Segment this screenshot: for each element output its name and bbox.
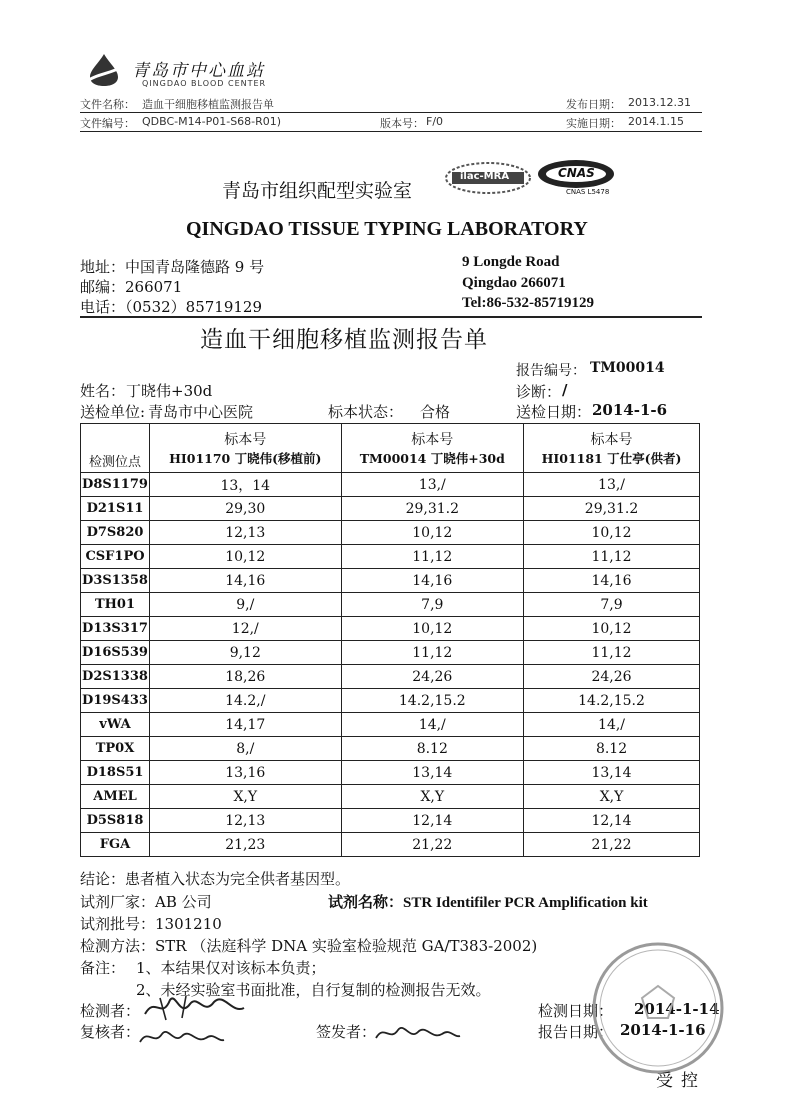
sample-header-cell bbox=[524, 424, 700, 473]
controlled-mark: 受控 bbox=[656, 1071, 706, 1091]
locus-cell: vWA bbox=[81, 713, 150, 737]
value-cell: 12,14 bbox=[341, 809, 524, 833]
value-cell: 10,12 bbox=[341, 521, 524, 545]
ilac-logo-text: ilac-MRA bbox=[460, 171, 510, 182]
specimen-state: 合格 bbox=[420, 403, 451, 421]
locus-cell: D19S433 bbox=[81, 689, 150, 713]
value-cell: 14,16 bbox=[150, 569, 342, 593]
note-1: 1、本结果仅对该标本负责； bbox=[136, 959, 326, 977]
version: F/0 bbox=[426, 115, 444, 128]
value-cell: 12,13 bbox=[150, 809, 342, 833]
divider bbox=[80, 112, 702, 113]
value-cell: X,Y bbox=[150, 785, 342, 809]
str-result-table bbox=[80, 423, 700, 857]
table-row bbox=[81, 617, 700, 641]
value-cell: 14,/ bbox=[524, 713, 700, 737]
postcode-cn: 邮编：266071 bbox=[80, 278, 183, 296]
value-cell: 14.2,/ bbox=[150, 689, 342, 713]
value-cell: 13,/ bbox=[341, 473, 524, 497]
cnas-code: CNAS L5478 bbox=[566, 188, 610, 196]
tester-label: 检测者： bbox=[80, 1002, 141, 1020]
report-title: 造血干细胞移植监测报告单 bbox=[200, 327, 488, 353]
value-cell: 7,9 bbox=[524, 593, 700, 617]
locus-cell: AMEL bbox=[81, 785, 150, 809]
value-cell: 10,12 bbox=[524, 617, 700, 641]
lab-title-cn: 青岛市组织配型实验室 bbox=[222, 180, 413, 202]
note-2: 2、未经实验室书面批准，自行复制的检测报告无效。 bbox=[136, 981, 491, 999]
value-cell: 11,12 bbox=[341, 545, 524, 569]
value-cell: 9,12 bbox=[150, 641, 342, 665]
locus-cell: TP0X bbox=[81, 737, 150, 761]
locus-cell: D8S1179 bbox=[81, 473, 150, 497]
value-cell: 21,23 bbox=[150, 833, 342, 857]
value-cell: 10,12 bbox=[524, 521, 700, 545]
table-row bbox=[81, 713, 700, 737]
locus-cell: D13S317 bbox=[81, 617, 150, 641]
tester-signature bbox=[140, 990, 250, 1024]
locus-cell: D3S1358 bbox=[81, 569, 150, 593]
value-cell: 14.2,15.2 bbox=[524, 689, 700, 713]
submit-date-label: 送检日期： bbox=[516, 403, 592, 421]
test-date-label: 检测日期： bbox=[538, 1002, 614, 1020]
submit-date: 2014-1-6 bbox=[592, 401, 668, 419]
locus-cell: D16S539 bbox=[81, 641, 150, 665]
issue-date: 2013.12.31 bbox=[628, 96, 691, 109]
ilac-logo bbox=[444, 160, 532, 196]
table-row bbox=[81, 665, 700, 689]
official-stamp bbox=[590, 940, 726, 1076]
sample-id: HI01170 丁晓伟(移植前) bbox=[169, 451, 322, 466]
issue-date-label: 发布日期： bbox=[566, 98, 621, 111]
manufacturer: 试剂厂家：AB 公司 bbox=[80, 893, 212, 911]
value-cell: 21,22 bbox=[524, 833, 700, 857]
value-cell: X,Y bbox=[524, 785, 700, 809]
sample-id: HI01181 丁仕亭(供者) bbox=[541, 451, 682, 466]
address-en-2: Qingdao 266071 bbox=[462, 275, 566, 291]
value-cell: 13,14 bbox=[341, 761, 524, 785]
phone-cn: 电话：（0532）85719129 bbox=[80, 298, 263, 316]
note-label: 备注： bbox=[80, 959, 126, 977]
value-cell: 8.12 bbox=[524, 737, 700, 761]
report-no-label: 报告编号： bbox=[516, 363, 586, 379]
effective-date: 2014.1.15 bbox=[628, 115, 684, 128]
value-cell: 14.2,15.2 bbox=[341, 689, 524, 713]
value-cell: 14,16 bbox=[341, 569, 524, 593]
table-row bbox=[81, 737, 700, 761]
value-cell: 7,9 bbox=[341, 593, 524, 617]
effective-date-label: 实施日期： bbox=[566, 117, 621, 130]
patient-name: 丁晓伟+30d bbox=[126, 382, 213, 400]
table-row bbox=[81, 545, 700, 569]
locus-header-cell bbox=[81, 424, 150, 473]
value-cell: 29,30 bbox=[150, 497, 342, 521]
locus-cell: CSF1PO bbox=[81, 545, 150, 569]
table-row bbox=[81, 593, 700, 617]
value-cell: 13，14 bbox=[150, 473, 342, 497]
table-row bbox=[81, 689, 700, 713]
table-row bbox=[81, 785, 700, 809]
sender: 青岛市中心医院 bbox=[148, 403, 254, 421]
name-label: 姓名： bbox=[80, 382, 126, 400]
value-cell: 11,12 bbox=[524, 545, 700, 569]
doc-name-label: 文件名称： bbox=[80, 98, 135, 111]
report-date: 2014-1-16 bbox=[620, 1021, 706, 1039]
table-row bbox=[81, 809, 700, 833]
value-cell: 29,31.2 bbox=[524, 497, 700, 521]
value-cell: 8,/ bbox=[150, 737, 342, 761]
locus-cell: D2S1338 bbox=[81, 665, 150, 689]
divider bbox=[80, 316, 702, 318]
reagent: 试剂名称：STR Identifiler PCR Amplification kit bbox=[328, 895, 648, 911]
sample-label: 标本号 bbox=[224, 432, 267, 448]
center-name-en: QINGDAO BLOOD CENTER bbox=[142, 79, 267, 88]
value-cell: 9,/ bbox=[150, 593, 342, 617]
sample-header-cell bbox=[341, 424, 524, 473]
value-cell: 29,31.2 bbox=[341, 497, 524, 521]
doc-name: 造血干细胞移植监测报告单 bbox=[142, 98, 274, 111]
value-cell: 10,12 bbox=[341, 617, 524, 641]
value-cell: 14,16 bbox=[524, 569, 700, 593]
lab-title-en: QINGDAO TISSUE TYPING LABORATORY bbox=[186, 218, 588, 240]
table-row bbox=[81, 521, 700, 545]
cnas-logo-text: CNAS bbox=[558, 166, 595, 180]
issuer-label: 签发者： bbox=[316, 1023, 377, 1041]
table-row bbox=[81, 497, 700, 521]
issuer-signature bbox=[372, 1018, 462, 1046]
value-cell: X,Y bbox=[341, 785, 524, 809]
value-cell: 10,12 bbox=[150, 545, 342, 569]
value-cell: 24,26 bbox=[341, 665, 524, 689]
locus-cell: FGA bbox=[81, 833, 150, 857]
doc-no: QDBC-M14-P01-S68-R01) bbox=[142, 115, 282, 128]
sample-label: 标本号 bbox=[590, 432, 633, 448]
value-cell: 11,12 bbox=[341, 641, 524, 665]
diagnosis-label: 诊断： bbox=[516, 383, 562, 401]
address-en-1: 9 Longde Road bbox=[462, 254, 560, 270]
cnas-logo bbox=[536, 156, 616, 198]
locus-header: 检测位点 bbox=[88, 455, 141, 470]
locus-cell: D18S51 bbox=[81, 761, 150, 785]
test-date: 2014-1-14 bbox=[634, 1000, 720, 1018]
locus-cell: TH01 bbox=[81, 593, 150, 617]
value-cell: 18,26 bbox=[150, 665, 342, 689]
table-row bbox=[81, 833, 700, 857]
blood-center-logo bbox=[82, 52, 126, 88]
sample-label: 标本号 bbox=[411, 432, 454, 448]
value-cell: 14,/ bbox=[341, 713, 524, 737]
value-cell: 12,/ bbox=[150, 617, 342, 641]
table-row bbox=[81, 473, 700, 497]
value-cell: 11,12 bbox=[524, 641, 700, 665]
conclusion: 结论：患者植入状态为完全供者基因型。 bbox=[80, 870, 351, 888]
table-row bbox=[81, 761, 700, 785]
table-row bbox=[81, 569, 700, 593]
locus-cell: D7S820 bbox=[81, 521, 150, 545]
locus-cell: D5S818 bbox=[81, 809, 150, 833]
batch: 试剂批号：1301210 bbox=[80, 915, 222, 933]
value-cell: 21,22 bbox=[341, 833, 524, 857]
method: 检测方法：STR （法庭科学 DNA 实验室检验规范 GA/T383-2002) bbox=[80, 937, 538, 955]
value-cell: 13,/ bbox=[524, 473, 700, 497]
table-row bbox=[81, 641, 700, 665]
doc-no-label: 文件编号： bbox=[80, 117, 135, 130]
sample-header-cell bbox=[150, 424, 342, 473]
reviewer-label: 复核者： bbox=[80, 1023, 141, 1041]
sender-label: 送检单位: bbox=[80, 403, 146, 421]
value-cell: 14,17 bbox=[150, 713, 342, 737]
value-cell: 12,13 bbox=[150, 521, 342, 545]
value-cell: 13,16 bbox=[150, 761, 342, 785]
value-cell: 8.12 bbox=[341, 737, 524, 761]
table-header-row bbox=[81, 424, 700, 473]
locus-cell: D21S11 bbox=[81, 497, 150, 521]
center-name: 青岛市中心血站 bbox=[132, 61, 265, 81]
value-cell: 12,14 bbox=[524, 809, 700, 833]
phone-en: Tel:86-532-85719129 bbox=[462, 295, 594, 311]
value-cell: 13,14 bbox=[524, 761, 700, 785]
specimen-state-label: 标本状态： bbox=[328, 403, 404, 421]
version-label: 版本号： bbox=[380, 117, 424, 130]
reviewer-signature bbox=[136, 1024, 226, 1050]
divider bbox=[80, 131, 702, 132]
diagnosis: / bbox=[562, 381, 568, 399]
value-cell: 24,26 bbox=[524, 665, 700, 689]
address-cn: 地址：中国青岛隆德路 9 号 bbox=[80, 258, 265, 276]
sample-id: TM00014 丁晓伟+30d bbox=[359, 451, 505, 466]
report-no: TM00014 bbox=[590, 360, 665, 376]
report-date-label: 报告日期： bbox=[538, 1023, 614, 1041]
